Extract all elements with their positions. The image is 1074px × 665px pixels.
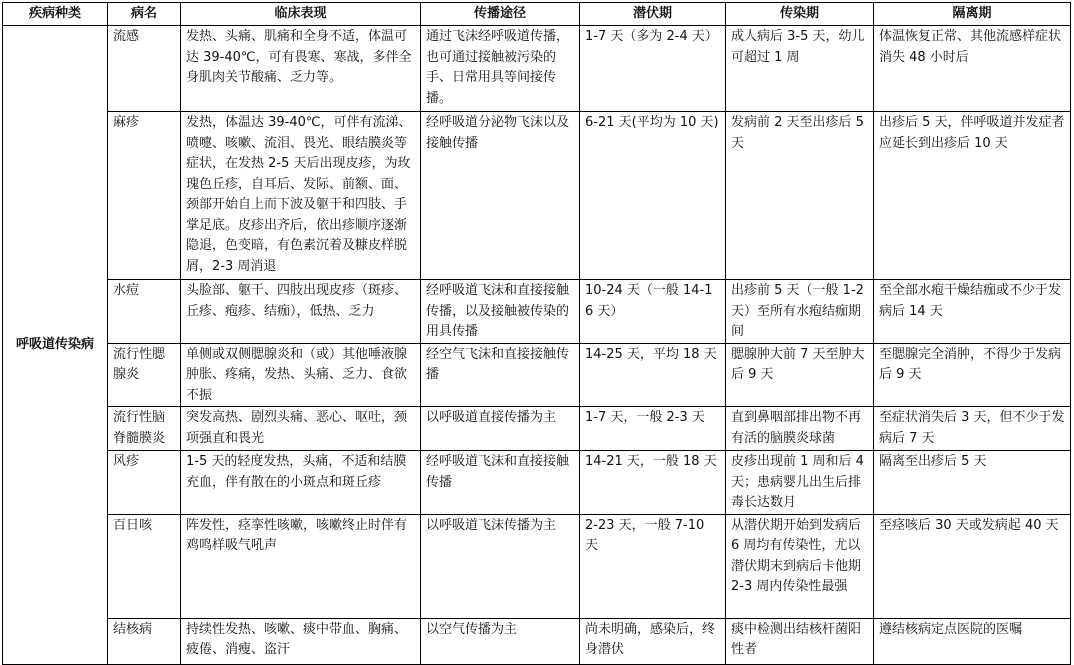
isolation-cell: 至全部水疱干燥结痂或不少于发病后 14 天 — [874, 280, 1071, 344]
incubation-cell: 14-25 天，平均 18 天 — [580, 343, 726, 407]
table-row — [3, 407, 1071, 451]
header-row — [3, 3, 1071, 26]
table-row — [3, 280, 1071, 344]
symptoms-cell: 头脸部、躯干、四肢出现皮疹（斑疹、丘疹、疱疹、结痂），低热、乏力 — [181, 280, 421, 344]
transmission-cell: 以呼吸道飞沫传播为主 — [421, 514, 580, 618]
disease-name: 流行性脑脊髓膜炎 — [108, 407, 181, 451]
symptoms-cell: 单侧或双侧腮腺炎和（或）其他唾液腺肿胀、疼痛，发热、头痛、乏力、食欲不振 — [181, 343, 421, 407]
isolation-cell: 至腮腺完全消肿，不得少于发病后 9 天 — [874, 343, 1071, 407]
isolation-cell: 遵结核病定点医院的医嘱 — [874, 618, 1071, 664]
incubation-cell: 尚未明确，感染后，终身潜伏 — [580, 618, 726, 664]
transmission-cell: 经呼吸道飞沫和直接接触传播 — [421, 451, 580, 515]
symptoms-cell: 发热，体温达 39-40℃，可伴有流涕、喷嚏、咳嗽、流泪、畏光、眼结膜炎等症状，在发热 2-5 天后出现皮疹，为玫瑰色丘疹，自耳后、发际、前额、面、颈部开始自上而下波及躯干和四肢、手掌足底。皮疹出齐后，依出疹顺序逐渐隐退，色变暗，有色素沉着及糠皮样脱屑，2-3 周消退 — [181, 112, 421, 280]
infectious-cell: 从潜伏期开始到发病后 6 周均有传染性，尤以潜伏期末到病后卡他期 2-3 周内传染性最强 — [726, 514, 874, 618]
transmission-cell: 经呼吸道飞沫和直接接触传播，以及接触被传染的用具传播 — [421, 280, 580, 344]
table-row — [3, 451, 1071, 515]
infectious-cell: 出疹前 5 天（一般 1-2 天）至所有水疱结痂期间 — [726, 280, 874, 344]
header-transmission: 传播途径 — [421, 3, 580, 26]
incubation-cell: 14-21 天，一般 18 天 — [580, 451, 726, 515]
header-incubation: 潜伏期 — [580, 3, 726, 26]
disease-name: 风疹 — [108, 451, 181, 515]
incubation-cell: 10-24 天（一般 14-16 天） — [580, 280, 726, 344]
disease-name: 结核病 — [108, 618, 181, 664]
disease-table-document — [2, 2, 1071, 665]
table-row — [3, 343, 1071, 407]
infectious-cell: 痰中检测出结核杆菌阳性者 — [726, 618, 874, 664]
incubation-cell: 1-7 天（多为 2-4 天） — [580, 26, 726, 112]
incubation-cell: 6-21 天(平均为 10 天) — [580, 112, 726, 280]
disease-name: 百日咳 — [108, 514, 181, 618]
table-row — [3, 26, 1071, 112]
symptoms-cell: 阵发性，痉挛性咳嗽，咳嗽终止时伴有鸡鸣样吸气吼声 — [181, 514, 421, 618]
disease-name: 麻疹 — [108, 112, 181, 280]
symptoms-cell: 突发高热、剧烈头痛、恶心、呕吐，颈项强直和畏光 — [181, 407, 421, 451]
isolation-cell: 至症状消失后 3 天，但不少于发病后 7 天 — [874, 407, 1071, 451]
infectious-cell: 发病前 2 天至出疹后 5 天 — [726, 112, 874, 280]
transmission-cell: 通过飞沫经呼吸道传播，也可通过接触被污染的手、日常用具等间接传播。 — [421, 26, 580, 112]
isolation-cell: 隔离至出疹后 5 天 — [874, 451, 1071, 515]
header-name: 病名 — [108, 3, 181, 26]
disease-name: 水痘 — [108, 280, 181, 344]
disease-table — [2, 2, 1071, 665]
infectious-cell: 腮腺肿大前 7 天至肿大后 9 天 — [726, 343, 874, 407]
transmission-cell: 以空气传播为主 — [421, 618, 580, 664]
isolation-cell: 出疹后 5 天，伴呼吸道并发症者应延长到出疹后 10 天 — [874, 112, 1071, 280]
transmission-cell: 经空气飞沫和直接接触传播 — [421, 343, 580, 407]
transmission-cell: 以呼吸道直接传播为主 — [421, 407, 580, 451]
category-cell: 呼吸道传染病 — [3, 26, 108, 665]
incubation-cell: 2-23 天，一般 7-10 天 — [580, 514, 726, 618]
isolation-cell: 至痉咳后 30 天或发病起 40 天 — [874, 514, 1071, 618]
disease-name: 流感 — [108, 26, 181, 112]
infectious-cell: 直到鼻咽部排出物不再有活的脑膜炎球菌 — [726, 407, 874, 451]
symptoms-cell: 发热、头痛、肌痛和全身不适，体温可达 39-40℃，可有畏寒、寒战，多伴全身肌肉关节酸痛、乏力等。 — [181, 26, 421, 112]
header-isolation: 隔离期 — [874, 3, 1071, 26]
symptoms-cell: 1-5 天的轻度发热，头痛，不适和结膜充血，伴有散在的小斑点和斑丘疹 — [181, 451, 421, 515]
incubation-cell: 1-7 天，一般 2-3 天 — [580, 407, 726, 451]
header-infectious: 传染期 — [726, 3, 874, 26]
table-row — [3, 112, 1071, 280]
infectious-cell: 成人病后 3-5 天，幼儿可超过 1 周 — [726, 26, 874, 112]
transmission-cell: 经呼吸道分泌物飞沫以及接触传播 — [421, 112, 580, 280]
header-symptoms: 临床表现 — [181, 3, 421, 26]
header-category: 疾病种类 — [3, 3, 108, 26]
table-row — [3, 618, 1071, 664]
table-row — [3, 514, 1071, 618]
symptoms-cell: 持续性发热、咳嗽、痰中带血、胸痛、疲倦、消瘦、盗汗 — [181, 618, 421, 664]
isolation-cell: 体温恢复正常、其他流感样症状消失 48 小时后 — [874, 26, 1071, 112]
infectious-cell: 皮疹出现前 1 周和后 4 天；患病婴儿出生后排毒长达数月 — [726, 451, 874, 515]
disease-name: 流行性腮腺炎 — [108, 343, 181, 407]
